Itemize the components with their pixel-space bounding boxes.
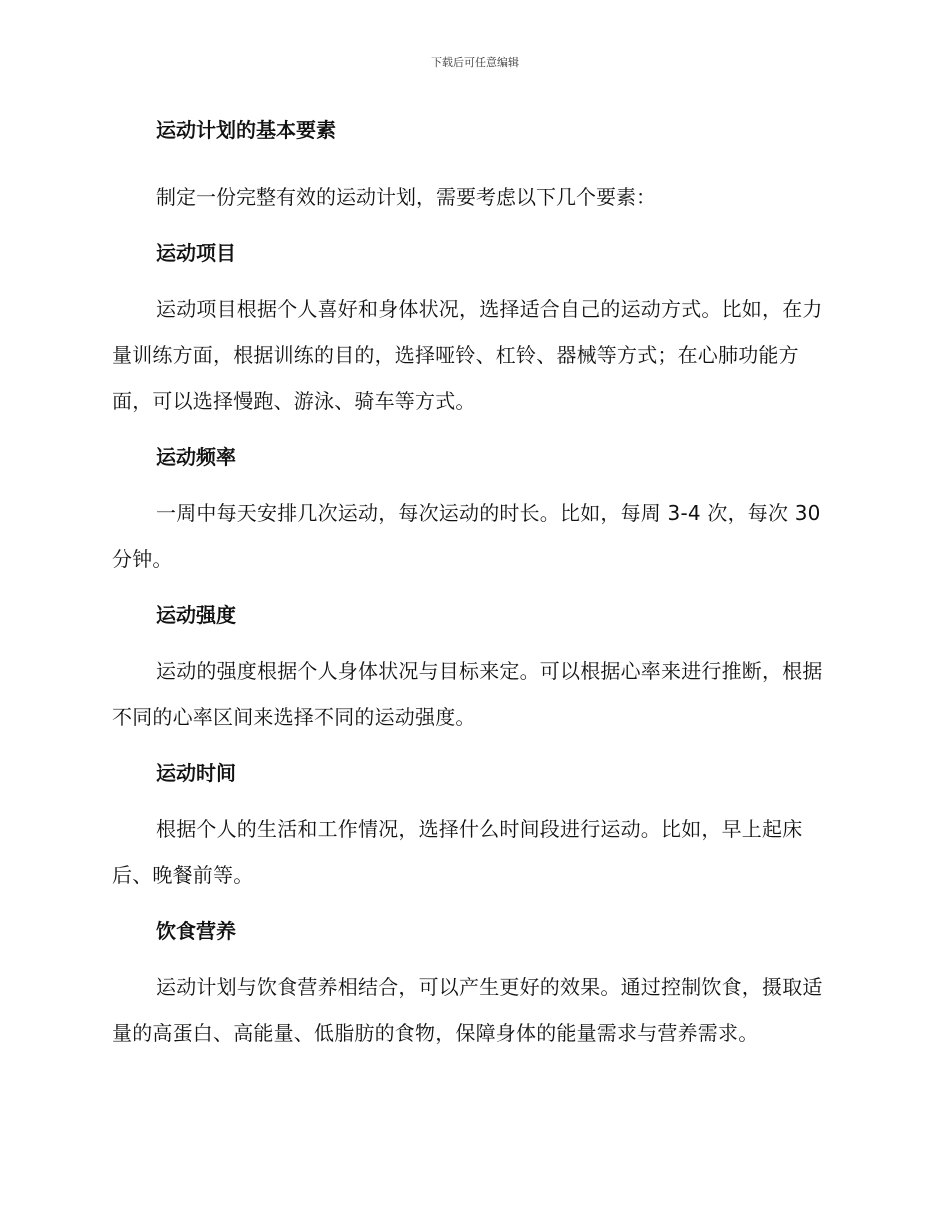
section-body: 运动计划与饮食营养相结合，可以产生更好的效果。通过控制饮食，摄取适量的高蛋白、高能量、低脂肪的食物，保障身体的能量需求与营养需求。 xyxy=(112,975,823,1045)
section-title: 饮食营养 xyxy=(156,919,236,943)
section-body: 运动的强度根据个人身体状况与目标来定。可以根据心率来进行推断，根据不同的心率区间来选择不同的运动强度。 xyxy=(112,659,823,729)
intro-paragraph: 制定一份完整有效的运动计划，需要考虑以下几个要素： xyxy=(156,185,656,209)
section-title: 运动项目 xyxy=(156,241,236,265)
section-title: 运动强度 xyxy=(156,603,236,627)
section-sport-type xyxy=(112,230,832,424)
section-nutrition xyxy=(112,908,832,1056)
document-heading: 运动计划的基本要素 xyxy=(156,118,336,142)
section-intensity xyxy=(112,592,832,740)
section-title: 运动时间 xyxy=(156,761,236,785)
document-content xyxy=(112,116,832,1056)
section-title: 运动频率 xyxy=(156,445,236,469)
section-body: 一周中每天安排几次运动，每次运动的时长。比如，每周 3-4 次，每次 30 分钟。 xyxy=(112,501,821,571)
section-body: 运动项目根据个人喜好和身体状况，选择适合自己的运动方式。比如，在力量训练方面，根据训练的目的，选择哑铃、杠铃、器械等方式；在心肺功能方面，可以选择慢跑、游泳、骑车等方式。 xyxy=(112,297,823,413)
section-body: 根据个人的生活和工作情况，选择什么时间段进行运动。比如，早上起床后、晚餐前等。 xyxy=(112,817,803,887)
section-time xyxy=(112,750,832,898)
section-frequency xyxy=(112,434,832,582)
header-note: 下载后可任意编辑 xyxy=(431,56,519,69)
